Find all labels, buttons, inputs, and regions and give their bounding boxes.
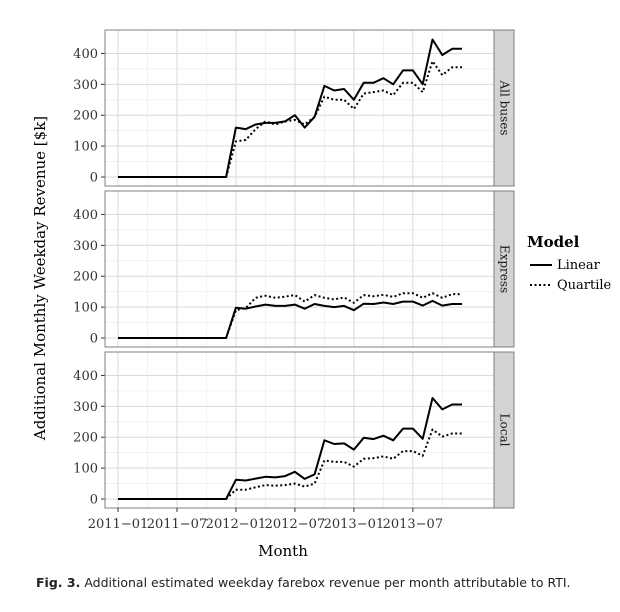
x-tick-label: 2011−01: [87, 517, 149, 532]
panel-express: [73, 191, 514, 347]
panels-layer: [73, 30, 514, 532]
y-tick-label: 300: [73, 238, 98, 254]
caption-text: Additional estimated weekday farebox revenue per month attributable to RTI.: [84, 575, 571, 590]
legend: [527, 233, 612, 293]
y-tick-label: 100: [73, 461, 98, 477]
y-tick-label: 0: [89, 492, 98, 508]
facet-strip-label: Express: [497, 244, 512, 294]
y-axis-title: Additional Monthly Weekday Revenue [$k]: [31, 115, 49, 441]
y-tick-label: 300: [73, 399, 98, 415]
x-tick-label: 2012−01: [205, 517, 267, 532]
figure-caption: [36, 575, 606, 590]
y-tick-label: 100: [73, 139, 98, 155]
y-tick-label: 400: [73, 207, 98, 223]
y-tick-label: 400: [73, 368, 98, 384]
y-tick-label: 200: [73, 430, 98, 446]
x-tick-label: 2011−07: [146, 517, 208, 532]
y-tick-label: 200: [73, 108, 98, 124]
facet-strip-label: Local: [497, 413, 512, 447]
legend-label-quartile: Quartile: [557, 278, 612, 293]
y-tick-label: 200: [73, 269, 98, 285]
x-tick-label: 2013−07: [382, 517, 444, 532]
x-axis-title: Month: [258, 542, 308, 560]
y-tick-label: 0: [89, 331, 98, 347]
y-tick-label: 400: [73, 46, 98, 62]
y-tick-label: 0: [89, 170, 98, 186]
x-tick-label: 2012−07: [264, 517, 326, 532]
facet-strip-label: All buses: [497, 80, 512, 136]
panel-all-buses: [73, 30, 514, 186]
x-tick-label: 2013−01: [323, 517, 385, 532]
y-tick-label: 100: [73, 300, 98, 316]
legend-label-linear: Linear: [557, 258, 600, 273]
y-tick-label: 300: [73, 77, 98, 93]
caption-label: Fig. 3.: [36, 575, 81, 590]
legend-title: Model: [527, 233, 580, 251]
panel-local: [73, 352, 514, 532]
